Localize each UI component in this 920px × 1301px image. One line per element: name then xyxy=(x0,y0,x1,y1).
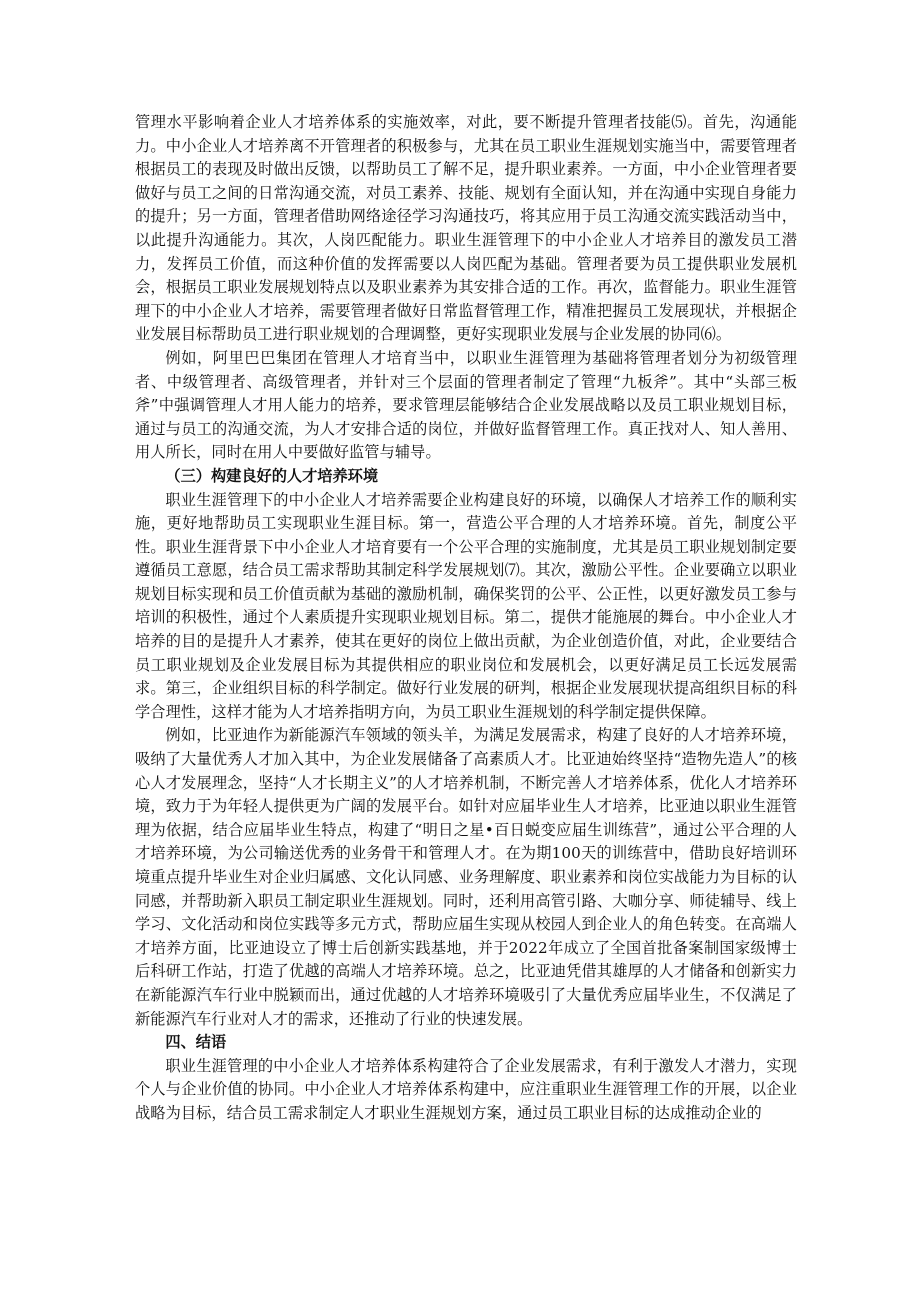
section-heading-talent-environment: （三）构建良好的人才培养环境 xyxy=(165,466,379,485)
document-page xyxy=(135,111,797,1126)
paragraph-byd-example: 例如，比亚迪作为新能源汽车领域的领头羊，为满足发展需求，构建了良好的人才培养环境，吸纳了大量优秀人才加入其中，为企业发展储备了高素质人才。比亚迪始终坚持“造物先造人”的核心人才发展理念，坚持“人才长期主义”的人才培养机制，不断完善人才培养体系，优化人才培养环境，致力于为年轻人提供更为广阔的发展平台。如针对应届毕业生人才培养，比亚迪以职业生涯管理为依据，结合应届毕业生特点，构建了“明日之星•百日蜕变应届生训练营”，通过公平合理的人才培养环境，为公司输送优秀的业务骨干和管理人才。在为期100天的训练营中，借助良好培训环境重点提升毕业生对企业归属感、文化认同感、业务理解度、职业素养和岗位实战能力为目标的认同感，并帮助新入职员工制定职业生涯规划。同时，还利用高管引路、大咖分享、师徒辅导、线上学习、文化活动和岗位实践等多元方式，帮助应届生实现从校园人到企业人的角色转变。在高端人才培养方面，比亚迪设立了博士后创新实践基地，并于2022年成立了全国首批备案制国家级博士后科研工作站，打造了优越的高端人才培养环境。总之，比亚迪凭借其雄厚的人才储备和创新实力在新能源汽车行业中脱颖而出，通过优越的人才培养环境吸引了大量优秀应届毕业生，不仅满足了新能源汽车行业对人才的需求，还推动了行业的快速发展。 xyxy=(135,726,797,1028)
paragraph-talent-environment: 职业生涯管理下的中小企业人才培养需要企业构建良好的环境，以确保人才培养工作的顺利实施，更好地帮助员工实现职业生涯目标。第一，营造公平合理的人才培养环境。首先，制度公平性。职业生涯背景下中小企业人才培育要有一个公平合理的实施制度，尤其是员工职业规划制定要遵循员工意愿，结合员工需求帮助其制定科学发展规划⑺。其次，激励公平性。企业要确立以职业规划目标实现和员工价值贡献为基础的激励机制，确保奖罚的公平、公正性，以更好激发员工参与培训的积极性，通过个人素质提升实现职业规划目标。第二，提供才能施展的舞台。中小企业人才培养的目的是提升人才素养，使其在更好的岗位上做出贡献，为企业创造价值，对此，企业要结合员工职业规划及企业发展目标为其提供相应的职业岗位和发展机会，以更好满足员工长远发展需求。第三，企业组织目标的科学制定。做好行业发展的研判，根据企业发展现状提高组织目标的科学合理性，这样才能为人才培养指明方向，为员工职业生涯规划的科学制定提供保障。 xyxy=(135,490,797,721)
paragraph-management-skills: 管理水平影响着企业人才培养体系的实施效率，对此，要不断提升管理者技能⑸。首先，沟通能力。中小企业人才培养离不开管理者的积极参与，尤其在员工职业生涯规划实施当中，需要管理者根据员工的表现及时做出反馈，以帮助员工了解不足，提升职业素养。一方面，中小企业管理者要做好与员工之间的日常沟通交流，对员工素养、技能、规划有全面认知，并在沟通中实现自身能力的提升；另一方面，管理者借助网络途径学习沟通技巧，将其应用于员工沟通交流实践活动当中，以此提升沟通能力。其次，人岗匹配能力。职业生涯管理下的中小企业人才培养目的激发员工潜力，发挥员工价值，而这种价值的发挥需要以人岗匹配为基础。管理者要为员工提供职业发展机会，根据员工职业发展规划特点以及职业素养为其安排合适的工作。再次，监督能力。职业生涯管理下的中小企业人才培养，需要管理者做好日常监督管理工作，精准把握员工发展现状，并根据企业发展目标帮助员工进行职业规划的合理调整，更好实现职业发展与企业发展的协同⑹。 xyxy=(135,113,797,344)
section-heading-conclusion: 四、结语 xyxy=(165,1033,227,1052)
paragraph-alibaba-example: 例如，阿里巴巴集团在管理人才培育当中，以职业生涯管理为基础将管理者划分为初级管理者、中级管理者、高级管理者，并针对三个层面的管理者制定了管理“九板斧”。其中“头部三板斧”中强调管理人才用人能力的培养，要求管理层能够结合企业发展战略以及员工职业规划目标，通过与员工的沟通交流，为人才安排合适的岗位，并做好监督管理工作。真正找对人、知人善用、用人所长，同时在用人中要做好监管与辅导。 xyxy=(135,348,797,462)
paragraph-conclusion: 职业生涯管理的中小企业人才培养体系构建符合了企业发展需求，有利于激发人才潜力，实现个人与企业价值的协同。中小企业人才培养体系构建中，应注重职业生涯管理工作的开展，以企业战略为目标，结合员工需求制定人才职业生涯规划方案，通过员工职业目标的达成推动企业的 xyxy=(135,1056,797,1122)
